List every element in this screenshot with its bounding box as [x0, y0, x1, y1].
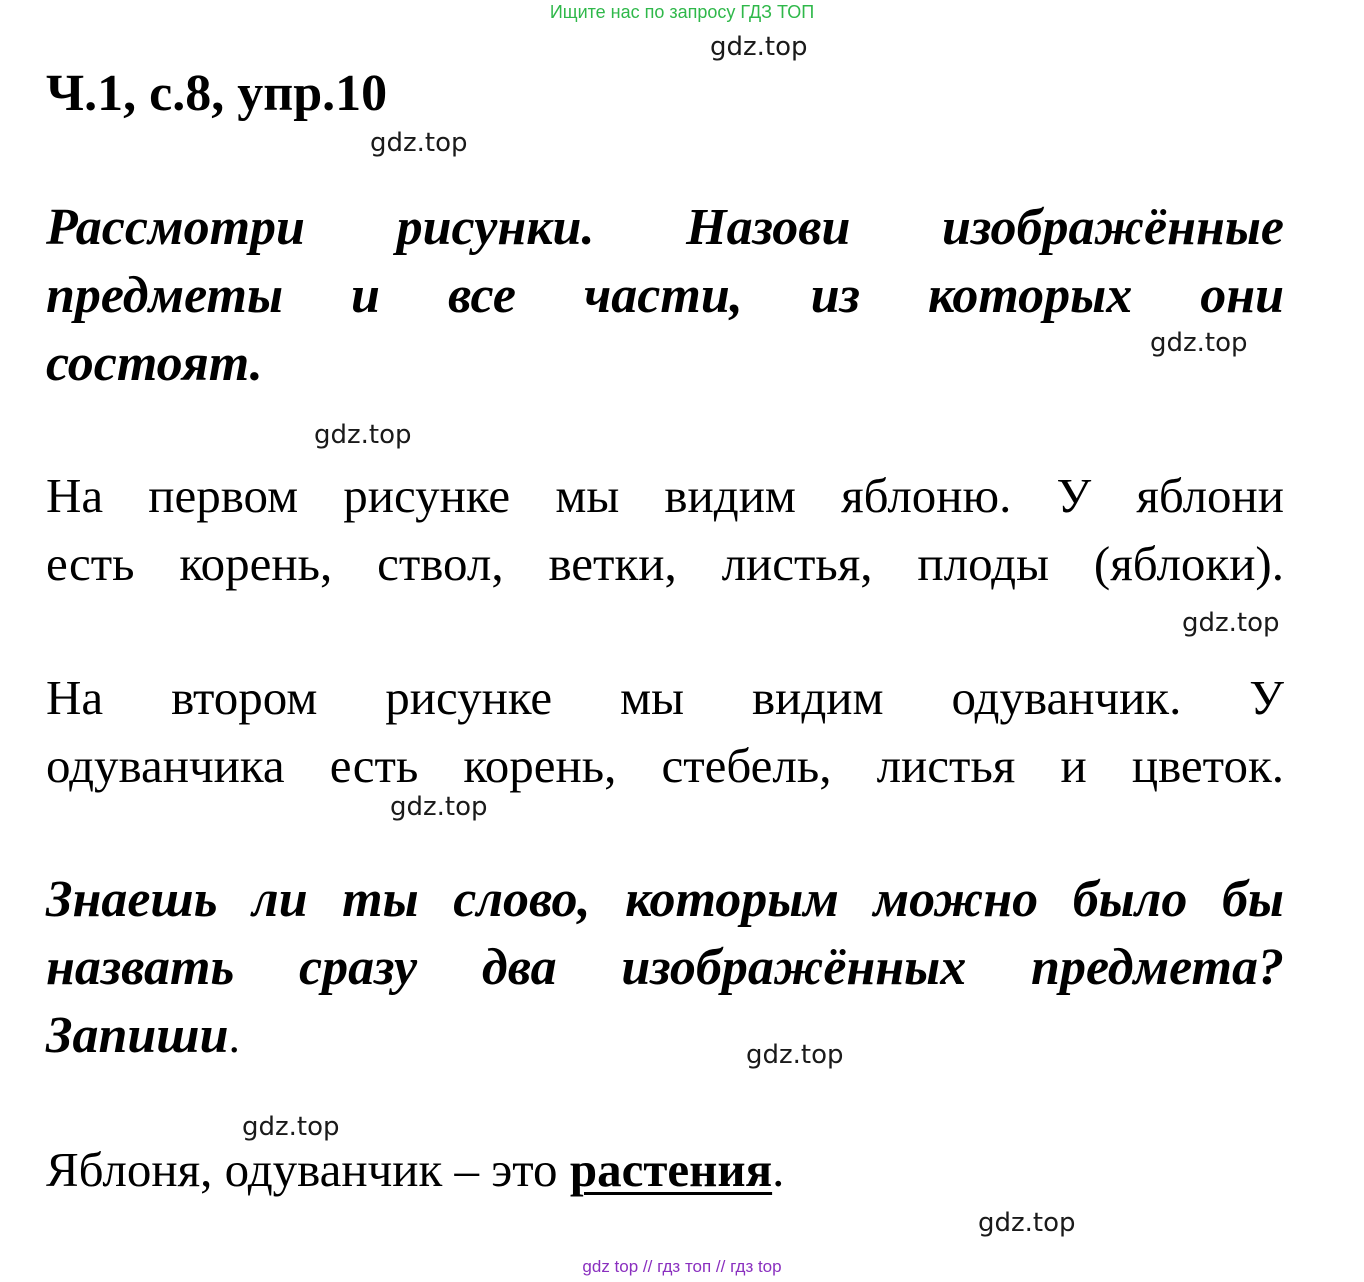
- task-2-line-3-text: Запиши: [46, 1007, 229, 1064]
- task-1-line-2: предметы и все части, из которых они: [46, 267, 1284, 324]
- answer-3: [46, 1136, 1284, 1204]
- top-banner: Ищите нас по запросу ГДЗ ТОП: [549, 2, 815, 22]
- task-2-line-1: Знаешь ли ты слово, которым можно было бы: [46, 871, 1284, 928]
- footer-links: gdz top // гдз топ // гдз top: [582, 1257, 782, 1276]
- watermark: gdz.top: [710, 32, 808, 62]
- watermark: gdz.top: [314, 420, 412, 450]
- exercise-title: Ч.1, с.8, упр.10: [46, 65, 388, 122]
- watermark: gdz.top: [390, 792, 488, 822]
- answer-1-line-2: есть корень, ствол, ветки, листья, плоды (яблоки).: [46, 536, 1284, 591]
- watermark: gdz.top: [746, 1040, 844, 1070]
- watermark: gdz.top: [978, 1208, 1076, 1238]
- answer-1-line-1: На первом рисунке мы видим яблоню. У яблони: [46, 468, 1284, 523]
- answer-2-line-1: На втором рисунке мы видим одуванчик. У: [46, 670, 1284, 725]
- watermark: gdz.top: [242, 1112, 340, 1142]
- answer-2-line-2: одуванчика есть корень, стебель, листья и цветок.: [46, 738, 1284, 793]
- task-1-line-3: состоят.: [46, 335, 263, 392]
- answer-3-suffix: .: [772, 1142, 785, 1197]
- task-2-line-2: назвать сразу два изображённых предмета?: [46, 939, 1284, 996]
- answer-3-word: растения: [569, 1142, 773, 1197]
- task-2-line-3: [46, 1002, 1284, 1070]
- watermark: gdz.top: [370, 128, 468, 158]
- task-1-line-1: Рассмотри рисунки. Назови изображённые: [46, 199, 1284, 256]
- answer-3-prefix: Яблоня, одуванчик – это: [46, 1142, 570, 1197]
- watermark: gdz.top: [1150, 328, 1248, 358]
- watermark: gdz.top: [1182, 608, 1280, 638]
- task-2-line-3-period: .: [228, 1011, 241, 1062]
